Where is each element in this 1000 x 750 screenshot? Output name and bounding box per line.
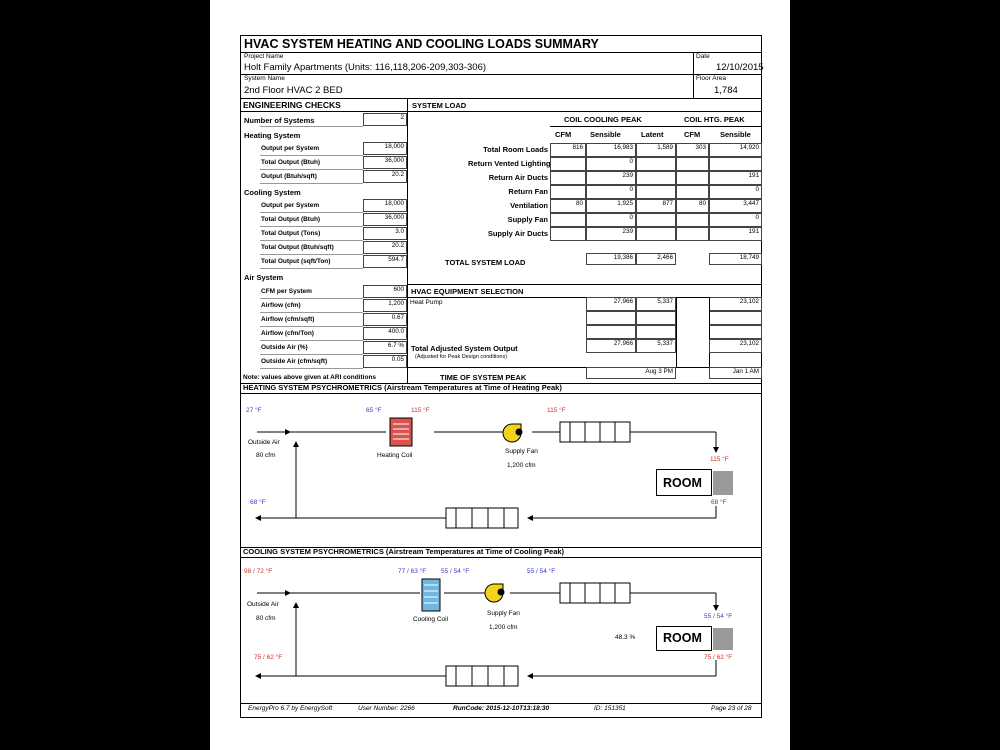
- cooling-temp-return: 75 / 62 °F: [254, 654, 283, 661]
- eng-label-output-per-system: Output per System: [261, 145, 320, 152]
- eng-label-airflow-cfm-ton: Airflow (cfm/Ton): [261, 330, 314, 337]
- footer-id: ID: 151351: [594, 705, 626, 712]
- eng-value-cooling-sqft-ton: 594.7: [363, 255, 407, 268]
- coil-cooling-peak-heading: COIL COOLING PEAK: [564, 115, 642, 124]
- eng-value-cfm-per-system-value: 600: [363, 285, 407, 298]
- report-title: HVAC SYSTEM HEATING AND COOLING LOADS SUMMARY: [244, 37, 599, 51]
- cooling-coil-label: Cooling Coil: [413, 616, 449, 623]
- cooling-return-duct-icon: [446, 666, 518, 686]
- eng-label-output-per-system: Output per System: [261, 202, 320, 209]
- cooling-temp-mixed: 77 / 63 °F: [398, 568, 427, 575]
- adjusted-output-label: Total Adjusted System Output: [411, 344, 518, 353]
- project-name-label: Project Name: [244, 53, 284, 60]
- project-name: Holt Family Apartments (Units: 116,118,206-209,303-306): [244, 62, 487, 73]
- cooling-outside-cfm: 80 cfm: [256, 615, 276, 622]
- cooling-room-label: ROOM: [663, 631, 702, 645]
- heating-temp-coil-out: 115 °F: [411, 407, 430, 414]
- col-latent-cooling: Latent: [641, 130, 664, 139]
- adjusted-cooling-sensible: 27,966: [586, 339, 636, 353]
- load-cell-c-sens: 0: [586, 185, 636, 199]
- time-of-peak-label: TIME OF SYSTEM PEAK: [440, 373, 527, 382]
- eng-value-cooling-total-output: 36,000: [363, 213, 407, 226]
- heating-outside-air-label: Outside Air: [248, 439, 280, 446]
- eng-label-airflow-cfm: Airflow (cfm): [261, 302, 301, 309]
- heating-fan-label: Supply Fan: [505, 448, 538, 455]
- adjusted-cooling-latent: 5,337: [636, 339, 676, 353]
- eng-label-cfm-per-system: CFM per System: [261, 288, 312, 295]
- cooling-temp-fan-out: 55 / 54 °F: [527, 568, 556, 575]
- engineering-checks-heading: ENGINEERING CHECKS: [243, 100, 341, 110]
- eng-label-heating-system: Heating System: [244, 131, 301, 140]
- footer-software: EnergyPro 6.7 by EnergySoft: [248, 705, 333, 712]
- heating-coil-label: Heating Coil: [377, 452, 413, 459]
- heating-return-duct-icon: [446, 508, 518, 528]
- report-page: [210, 0, 790, 750]
- cooling-fan-cfm: 1,200 cfm: [489, 624, 518, 631]
- col-sensible-heating: Sensible: [720, 130, 751, 139]
- cooling-room-door-icon: [713, 628, 733, 650]
- load-cell-h-sens: 0: [709, 213, 762, 227]
- equipment-name: Heat Pump: [410, 299, 443, 306]
- eng-label-outside-air-cfm-sqft: Outside Air (cfm/sqft): [261, 358, 328, 365]
- heating-room-label: ROOM: [663, 476, 702, 490]
- date-label: Date: [696, 53, 710, 60]
- cooling-psychrometrics-heading: COOLING SYSTEM PSYCHROMETRICS (Airstream Temperatures at Time of Cooling Peak): [243, 547, 565, 556]
- eng-value-outside-air-cfm-sqft-value: 0.05: [363, 355, 407, 368]
- ari-note: Note: values above given at ARI conditions: [243, 374, 377, 381]
- eng-value-heating-total-output: 36,000: [363, 156, 407, 169]
- load-cell-c-lat: 1,589: [636, 143, 676, 157]
- cooling-temp-coil-out: 55 / 54 °F: [441, 568, 470, 575]
- load-row-label: Return Fan: [508, 187, 548, 196]
- eng-label-airflow-cfm-sqft: Airflow (cfm/sqft): [261, 316, 315, 323]
- load-cell-h-sens: 191: [709, 171, 762, 185]
- heating-temp-mixed: 65 °F: [366, 407, 382, 414]
- load-cell-h-sens: 191: [709, 227, 762, 241]
- equipment-selection-heading: HVAC EQUIPMENT SELECTION: [411, 287, 524, 296]
- coil-htg-peak-heading: COIL HTG. PEAK: [684, 115, 745, 124]
- load-cell-c-sens: 1,925: [586, 199, 636, 213]
- eng-value-outside-air-pct-value: 6.7 %: [363, 341, 407, 354]
- eng-label-total-output-tons: Total Output (Tons): [261, 230, 321, 237]
- report-date: 12/10/2015: [716, 62, 764, 73]
- system-name: 2nd Floor HVAC 2 BED: [244, 85, 343, 96]
- heating-temp-outside: 27 °F: [246, 407, 262, 414]
- load-cell-c-sens: 239: [586, 227, 636, 241]
- total-cooling-latent: 2,466: [636, 253, 676, 265]
- eng-value-heating-output-per-system: 18,000: [363, 142, 407, 155]
- eng-label-output-btuh-sqft: Output (Btuh/sqft): [261, 173, 317, 180]
- eng-label-air-system: Air System: [244, 273, 284, 282]
- load-row-label: Supply Fan: [507, 215, 548, 224]
- floor-area-label: Floor Area: [696, 75, 726, 82]
- heating-temp-supply: 115 °F: [710, 456, 729, 463]
- load-cell-c-lat: 877: [636, 199, 676, 213]
- eng-label-total-output-btuh: Total Output (Btuh): [261, 159, 321, 166]
- heating-room-door-icon: [713, 471, 733, 495]
- load-cell-h-cfm: 303: [676, 143, 709, 157]
- load-cell-c-cfm: 80: [550, 199, 586, 213]
- eng-label-total-output-sqft-ton: Total Output (sqft/Ton): [261, 258, 331, 265]
- eng-value-cooling-btuh-sqft: 20.2: [363, 241, 407, 254]
- load-row-label: Supply Air Ducts: [487, 229, 548, 238]
- heating-temp-return: 68 °F: [250, 499, 266, 506]
- heating-fan-cfm: 1,200 cfm: [507, 462, 536, 469]
- eng-value-cooling-output-per-system: 18,000: [363, 199, 407, 212]
- cooling-relative-humidity: 48.3 %: [615, 634, 636, 641]
- cooling-outside-air-label: Outside Air: [247, 601, 279, 608]
- total-heating-sensible: 18,749: [709, 253, 762, 265]
- cooling-coil-icon: [422, 579, 440, 611]
- col-sensible-cooling: Sensible: [590, 130, 621, 139]
- heating-coil-icon: [390, 418, 412, 446]
- load-row-label: Ventilation: [510, 201, 548, 210]
- col-cfm-heating: CFM: [684, 130, 701, 139]
- equipment-cooling-latent: 5,337: [636, 297, 676, 311]
- load-cell-c-sens: 0: [586, 213, 636, 227]
- cooling-temp-room-return: 75 / 62 °F: [704, 654, 733, 661]
- eng-label-number-of-systems-label: Number of Systems: [244, 116, 315, 125]
- load-cell-h-sens: 3,447: [709, 199, 762, 213]
- cooling-diagram: [256, 579, 733, 686]
- load-cell-h-sens: 0: [709, 185, 762, 199]
- eng-value-number-of-systems: 2: [363, 113, 407, 126]
- eng-value-heating-output-sqft: 20.2: [363, 170, 407, 183]
- load-cell-c-sens: 239: [586, 171, 636, 185]
- system-load-heading: SYSTEM LOAD: [412, 101, 467, 110]
- heating-diagram: [256, 418, 733, 528]
- total-cooling-sensible: 19,386: [586, 253, 636, 265]
- eng-value-airflow-cfm-value: 1,200: [363, 299, 407, 312]
- cooling-temp-outside: 98 / 72 °F: [244, 568, 273, 575]
- eng-label-total-output-btuh-sqft: Total Output (Btuh/sqft): [261, 244, 334, 251]
- load-cell-c-sens: 0: [586, 157, 636, 171]
- load-row-label: Total Room Loads: [483, 145, 548, 154]
- adjusted-output-sub: (Adjusted for Peak Design conditions): [415, 354, 508, 360]
- load-row-label: Return Air Ducts: [488, 173, 548, 182]
- load-cell-c-sens: 16,983: [586, 143, 636, 157]
- eng-label-total-output-btuh: Total Output (Btuh): [261, 216, 321, 223]
- eng-value-cooling-tons: 3.0: [363, 227, 407, 240]
- footer-run-code: RunCode: 2015-12-10T13:18:30: [453, 705, 550, 712]
- cooling-temp-supply: 55 / 54 °F: [704, 613, 733, 620]
- peak-heating-time: Jan 1 AM: [709, 367, 762, 379]
- equipment-heating-sensible: 23,102: [709, 297, 762, 311]
- system-name-label: System Name: [244, 75, 285, 82]
- peak-cooling-time: Aug 3 PM: [586, 367, 676, 379]
- cooling-fan-label: Supply Fan: [487, 610, 520, 617]
- load-row-label: Return Vented Lighting: [468, 159, 551, 168]
- heating-temp-room-return: 68 °F: [711, 499, 727, 506]
- heating-outside-cfm: 80 cfm: [256, 452, 276, 459]
- psychrometric-diagrams: [210, 0, 790, 750]
- total-system-load-label: TOTAL SYSTEM LOAD: [445, 258, 526, 267]
- equipment-cooling-sensible: 27,966: [586, 297, 636, 311]
- adjusted-heating-sensible: 23,102: [709, 339, 762, 353]
- eng-value-airflow-cfm-sqft-value: 0.67: [363, 313, 407, 326]
- eng-value-airflow-cfm-ton-value: 400.0: [363, 327, 407, 340]
- load-cell-c-cfm: 816: [550, 143, 586, 157]
- floor-area: 1,784: [714, 85, 738, 96]
- footer-user-number: User Number: 2266: [358, 705, 415, 712]
- load-cell-h-sens: 14,920: [709, 143, 762, 157]
- eng-label-outside-air-pct: Outside Air (%): [261, 344, 308, 351]
- load-cell-h-cfm: 80: [676, 199, 709, 213]
- eng-label-cooling-system: Cooling System: [244, 188, 301, 197]
- heating-psychrometrics-heading: HEATING SYSTEM PSYCHROMETRICS (Airstream Temperatures at Time of Heating Peak): [243, 383, 562, 392]
- footer-page: Page 23 of 28: [711, 705, 752, 712]
- col-cfm-cooling: CFM: [555, 130, 572, 139]
- heating-temp-fan-out: 115 °F: [547, 407, 566, 414]
